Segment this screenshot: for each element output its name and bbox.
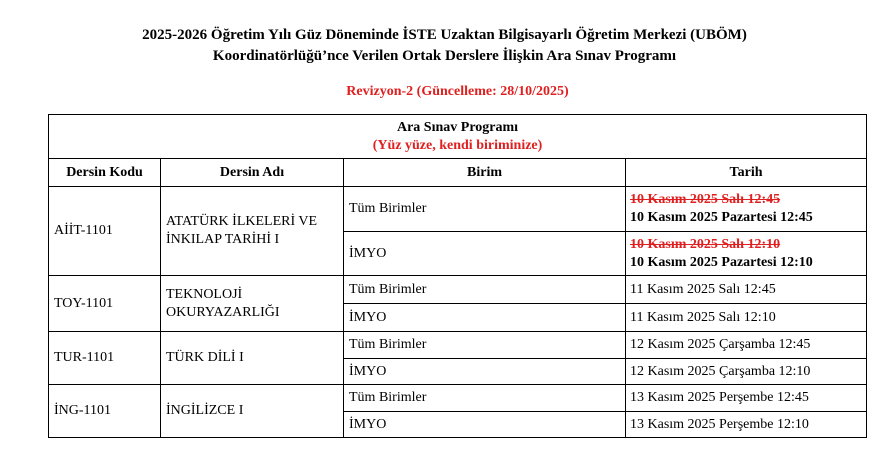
column-header-date: Tarih bbox=[626, 159, 867, 187]
unit-cell: Tüm Birimler bbox=[344, 187, 626, 232]
unit-cell: Tüm Birimler bbox=[344, 332, 626, 359]
table-subtitle: (Yüz yüze, kendi biriminize) bbox=[372, 137, 543, 153]
course-code: İNG-1101 bbox=[49, 385, 161, 438]
revision-note: Revizyon-2 (Güncelleme: 28/10/2025) bbox=[346, 84, 569, 99]
column-header-row bbox=[49, 159, 867, 187]
column-header-unit: Birim bbox=[344, 159, 626, 187]
header-line-1: 2025-2026 Öğretim Yılı Güz Döneminde İSTE Uzaktan Bilgisayarlı Öğretim Merkezi (UBÖM) bbox=[142, 27, 747, 43]
table-title: Ara Sınav Programı bbox=[396, 119, 519, 135]
date-cell bbox=[626, 232, 867, 276]
header-line-2: Koordinatörlüğü’nce Verilen Ortak Derslere İlişkin Ara Sınav Programı bbox=[212, 48, 677, 64]
table-row bbox=[49, 187, 867, 232]
course-name: İNGİLİZCE I bbox=[161, 385, 344, 438]
cancelled-date: 10 Kasım 2025 Salı 12:10 bbox=[630, 236, 781, 252]
course-code: TOY-1101 bbox=[49, 276, 161, 332]
column-header-name: Dersin Adı bbox=[161, 159, 344, 187]
course-name: TEKNOLOJİ OKURYAZARLIĞI bbox=[161, 276, 344, 332]
unit-cell: Tüm Birimler bbox=[344, 385, 626, 412]
updated-date: 10 Kasım 2025 Pazartesi 12:10 bbox=[630, 254, 813, 270]
unit-cell: İMYO bbox=[344, 359, 626, 385]
date-cell: 13 Kasım 2025 Perşembe 12:45 bbox=[626, 385, 867, 412]
date-cell: 13 Kasım 2025 Perşembe 12:10 bbox=[626, 412, 867, 438]
table-row bbox=[49, 385, 867, 412]
unit-cell: İMYO bbox=[344, 304, 626, 332]
updated-date: 10 Kasım 2025 Pazartesi 12:45 bbox=[630, 210, 813, 225]
date-cell: 12 Kasım 2025 Çarşamba 12:10 bbox=[626, 359, 867, 385]
course-code: AİİT-1101 bbox=[49, 187, 161, 276]
table-title-cell bbox=[49, 115, 867, 159]
course-name: ATATÜRK İLKELERİ VE İNKILAP TARİHİ I bbox=[161, 187, 344, 276]
table-title-row bbox=[49, 115, 867, 159]
document-header bbox=[0, 25, 889, 67]
cancelled-date: 10 Kasım 2025 Salı 12:45 bbox=[630, 192, 781, 207]
table-row bbox=[49, 332, 867, 359]
unit-cell: İMYO bbox=[344, 412, 626, 438]
unit-cell: İMYO bbox=[344, 232, 626, 276]
course-name: TÜRK DİLİ I bbox=[161, 332, 344, 385]
exam-schedule-table bbox=[48, 114, 867, 438]
date-cell: 11 Kasım 2025 Salı 12:45 bbox=[626, 276, 867, 304]
date-cell: 12 Kasım 2025 Çarşamba 12:45 bbox=[626, 332, 867, 359]
date-cell bbox=[626, 187, 867, 232]
column-header-code: Dersin Kodu bbox=[49, 159, 161, 187]
table-row bbox=[49, 276, 867, 304]
course-code: TUR-1101 bbox=[49, 332, 161, 385]
unit-cell: Tüm Birimler bbox=[344, 276, 626, 304]
date-cell: 11 Kasım 2025 Salı 12:10 bbox=[626, 304, 867, 332]
